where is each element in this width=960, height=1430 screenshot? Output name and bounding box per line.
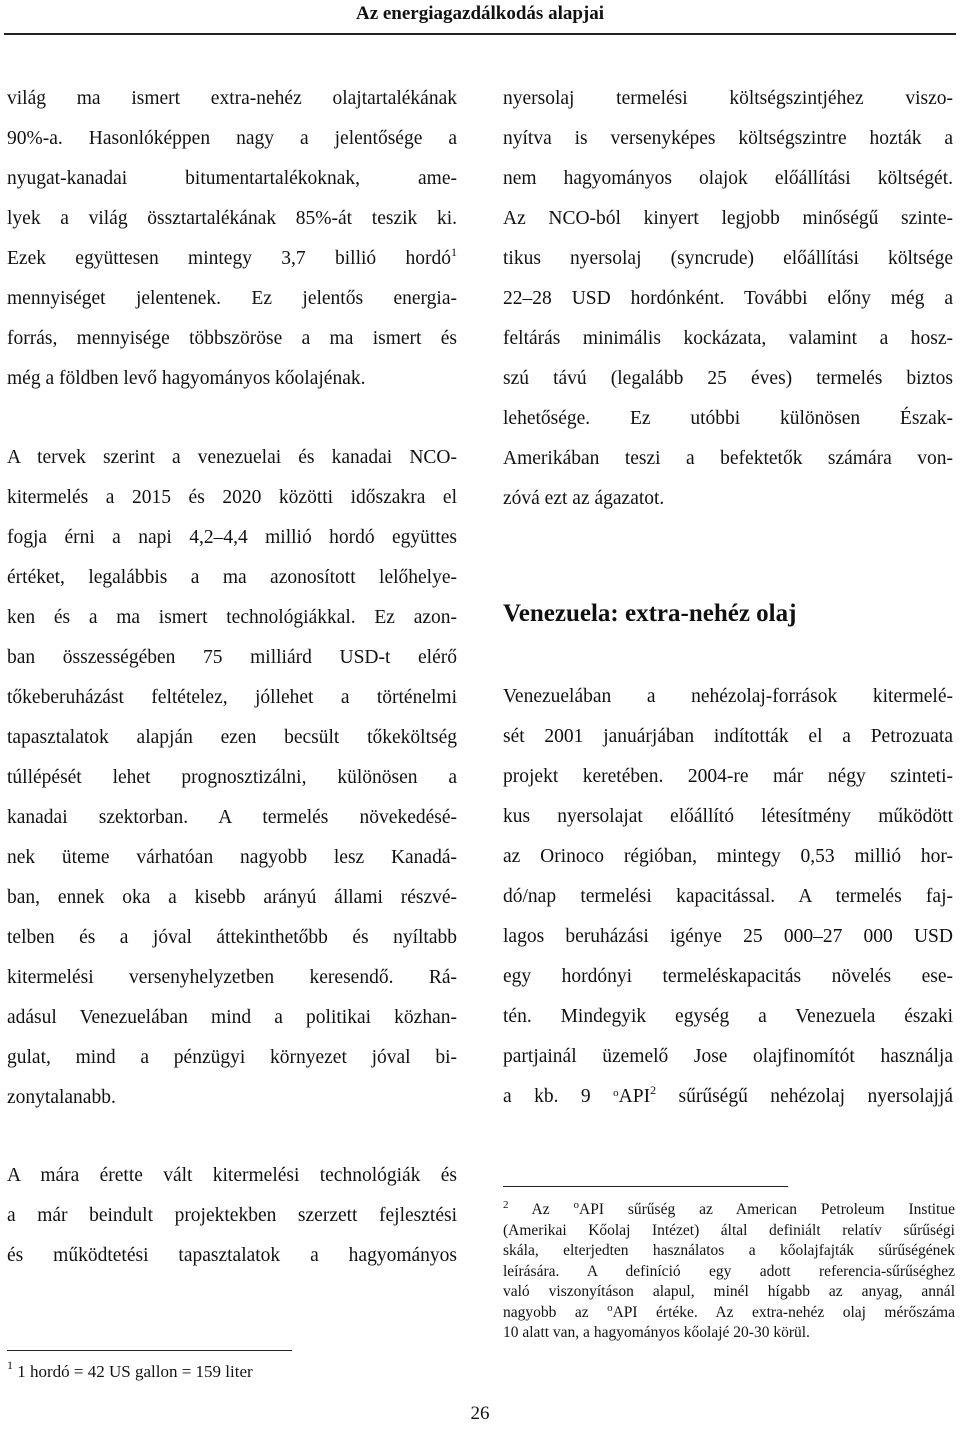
running-header-title: Az energiagazdálkodás alapjai <box>355 3 605 24</box>
text-line: kus nyersolajat előállító létesítmény működött <box>503 806 953 827</box>
footnote-ref-2: 2 <box>650 1083 657 1097</box>
degree-mark: o <box>613 1087 619 1099</box>
text-line: tikus nyersolaj (syncrude) előállítási költsége <box>503 248 953 269</box>
text-line: 22–28 USD hordónként. További előny még a <box>503 288 953 309</box>
footnote-2-mark: 2 <box>503 1199 509 1211</box>
text-line: ken és a ma ismert technológiákkal. Ez azon- <box>7 607 457 628</box>
text-line: szú távú (legalább 25 éves) termelés biztos <box>503 368 953 389</box>
text-line: projekt keretében. 2004-re már négy szinteti- <box>503 766 953 787</box>
right-paragraph-2 <box>503 677 953 1117</box>
text-line: lagos beruházási igénye 25 000–27 000 USD <box>503 926 953 947</box>
text-line: túllépését lehet prognosztizálni, különösen a <box>7 767 457 788</box>
text-line: adásul Venezuelában mind a politikai közhan- <box>7 1007 457 1028</box>
text-fragment: a kb. 9 <box>503 1086 614 1107</box>
text-line: nem hagyományos olajok előállítási költségét. <box>503 168 953 189</box>
text-line: ban összességében 75 milliárd USD-t elérő <box>7 647 457 668</box>
text-line: még a földben levő hagyományos kőolajénak. <box>7 368 366 389</box>
page-number: 26 <box>470 1403 490 1424</box>
text-line <box>7 239 457 279</box>
text-line: kitermelés a 2015 és 2020 közötti időszakra el <box>7 487 457 508</box>
text-line: sét 2001 januárjában indították el a Petrozuata <box>503 726 953 747</box>
degree-mark: o <box>573 1199 579 1211</box>
text-line: és működtetési tapasztalatok a hagyományos <box>7 1245 457 1266</box>
text-line: forrás, mennyisége többszöröse a ma ismert és <box>7 328 457 349</box>
text-line: 10 alatt van, a hagyományos kőolajé 20-30 körül. <box>503 1324 810 1341</box>
left-paragraph-1 <box>7 79 457 399</box>
text-fragment: nagyobb az <box>503 1303 608 1321</box>
section-heading: Venezuela: extra-nehéz olaj <box>503 600 797 627</box>
left-paragraph-3 <box>7 1156 457 1276</box>
text-line: értéket, legalábbis a ma azonosított lelőhelye- <box>7 567 457 588</box>
text-line: ban, ennek oka a kisebb arányú állami részvé- <box>7 887 457 908</box>
text-line: (Amerikai Kőolaj Intézet) által definiált relatív sűrűségi <box>503 1221 955 1239</box>
text-line: partjainál üzemelő Jose olajfinomítót használja <box>503 1046 953 1067</box>
text-line: nek üteme várhatóan nagyobb lesz Kanadá- <box>7 847 457 868</box>
text-line: tapasztalatok alapján ezen becsült tőkeköltség <box>7 727 457 748</box>
text-line: Az NCO-ból kinyert legjobb minőségű szinte- <box>503 208 953 229</box>
text-line: nyítva is versenyképes költségszintre hozták a <box>503 128 953 149</box>
text-line: feltárás minimális kockázata, valamint a hosz- <box>503 328 953 349</box>
text-line: tén. Mindegyik egység a Venezuela északi <box>503 1006 953 1027</box>
text-line: lyek a világ össztartalékának 85%-át teszik ki. <box>7 208 457 229</box>
text-line: A tervek szerint a venezuelai és kanadai NCO- <box>7 447 457 468</box>
text-line <box>503 1077 953 1117</box>
text-fragment: API <box>618 1086 651 1107</box>
text-line: az Orinoco régióban, mintegy 0,53 millió hor- <box>503 846 953 867</box>
text-line: lehetősége. Ez utóbbi különösen Észak- <box>503 408 953 429</box>
text-fragment: Az <box>508 1201 574 1218</box>
footnote-ref-1: 1 <box>451 245 457 259</box>
text-line: leírására. A definíció egy adott referencia-sűrűséghez <box>503 1262 955 1280</box>
text-line: skála, elterjedten használatos a kőolajfajták sűrűségének <box>503 1242 955 1259</box>
text-line: kanadai szektorban. A termelés növekedésé- <box>7 807 457 828</box>
footnote-1-mark: 1 <box>7 1358 13 1372</box>
text-line: világ ma ismert extra-nehéz olajtartalékának <box>7 88 457 109</box>
text-line <box>503 1200 955 1221</box>
text-line: nyersolaj termelési költségszintjéhez viszo- <box>503 88 953 109</box>
degree-mark: o <box>607 1301 613 1314</box>
text-line: nyugat-kanadai bitumentartalékoknak, ame- <box>7 168 457 189</box>
text-line: zóvá ezt az ágazatot. <box>503 488 665 509</box>
text-line: zonytalanabb. <box>7 1087 116 1108</box>
text-line: kitermelési versenyhelyzetben keresendő. Rá- <box>7 967 457 988</box>
text-fragment: API értéke. Az extra-nehéz olaj mérőszáma <box>612 1303 955 1321</box>
footnote-rule-left <box>7 1350 292 1351</box>
text-line: mennyiséget jelentenek. Ez jelentős energia- <box>7 288 457 309</box>
footnote-2 <box>503 1200 955 1344</box>
text-line: egy hordónyi termeléskapacitás növelés ese- <box>503 966 953 987</box>
text-line: A mára érette vált kitermelési technológiák és <box>7 1165 457 1186</box>
text-line: gulat, mind a pénzügyi környezet jóval bi- <box>7 1047 457 1068</box>
text-line: 90%-a. Hasonlóképpen nagy a jelentősége a <box>7 128 457 149</box>
text-line: Venezuelában a nehézolaj-források kitermelé- <box>503 686 953 707</box>
text-fragment: Ezek együttesen mintegy 3,7 billió hordó <box>7 248 451 269</box>
text-line: dó/nap termelési kapacitással. A termelés faj- <box>503 886 953 907</box>
text-line: Amerikában teszi a befektetők számára von- <box>503 448 953 469</box>
text-line: a már beindult projektekben szerzett fejlesztési <box>7 1205 457 1226</box>
footnote-1 <box>7 1358 253 1382</box>
header-rule <box>4 33 956 35</box>
text-line <box>503 1303 955 1324</box>
text-line: fogja érni a napi 4,2–4,4 millió hordó együttes <box>7 527 457 548</box>
right-paragraph-1 <box>503 79 953 519</box>
footnote-rule-right <box>503 1186 788 1187</box>
text-line: tőkeberuházást feltételez, jóllehet a történelmi <box>7 687 457 708</box>
left-paragraph-2 <box>7 438 457 1118</box>
text-fragment: API sűrűség az American Petroleum Institue <box>579 1201 955 1218</box>
footnote-1-text: 1 hordó = 42 US gallon = 159 liter <box>13 1362 253 1381</box>
text-fragment: sűrűségű nehézolaj nyersolajjá <box>656 1086 953 1107</box>
text-line: való viszonyításon alapul, minél hígabb az anyag, annál <box>503 1283 955 1300</box>
text-line: telben és a jóval áttekinthetőbb és nyíltabb <box>7 927 457 948</box>
